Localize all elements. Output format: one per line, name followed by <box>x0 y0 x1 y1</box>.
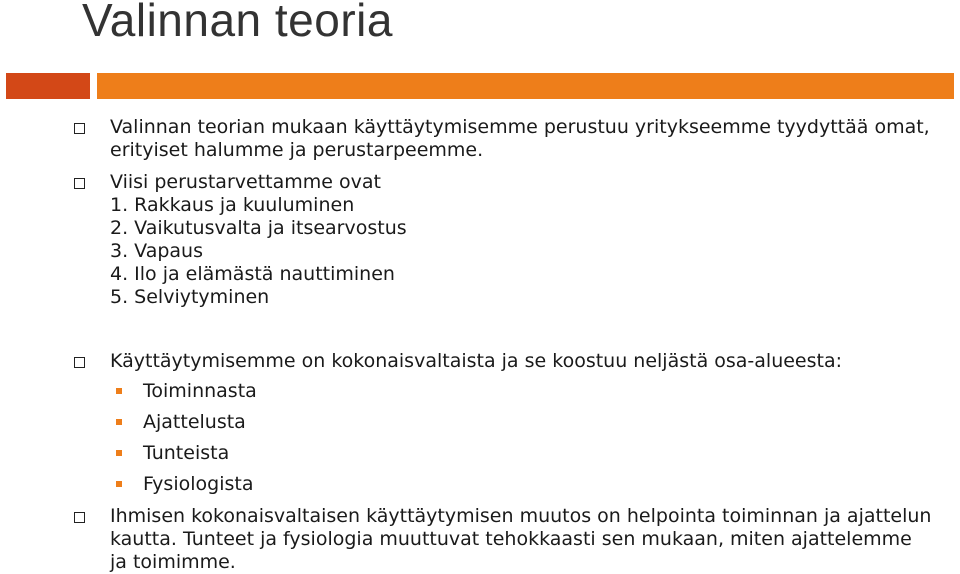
sub-item: Ajattelusta <box>143 411 246 433</box>
square-bullet-icon <box>116 450 122 456</box>
numbered-item: 3. Vapaus <box>110 240 203 262</box>
title-accent-bar-left <box>6 73 90 99</box>
checkbox-bullet-icon <box>74 123 85 134</box>
sub-item: Tunteista <box>143 442 230 464</box>
bullet-line: Valinnan teorian mukaan käyttäytymisemme perustuu yritykseemme tyydyttää omat, <box>110 116 930 138</box>
square-bullet-icon <box>116 481 122 487</box>
sub-item: Toiminnasta <box>143 380 257 402</box>
checkbox-bullet-icon <box>74 512 85 523</box>
checkbox-bullet-icon <box>74 357 85 368</box>
bullet-item <box>110 171 381 194</box>
bullet-line: erityiset halumme ja perustarpeemme. <box>110 139 484 161</box>
numbered-item: 5. Selviytyminen <box>110 286 270 308</box>
bullet-line: kautta. Tunteet ja fysiologia muuttuvat tehokkaasti sen mukaan, miten ajattelemme <box>110 528 912 550</box>
square-bullet-icon <box>116 419 122 425</box>
sub-item: Fysiologista <box>143 473 254 495</box>
bullet-item <box>110 350 842 373</box>
numbered-item: 1. Rakkaus ja kuuluminen <box>110 194 355 216</box>
bullet-line: Käyttäytymisemme on kokonaisvaltaista ja se koostuu neljästä osa-alueesta: <box>110 350 843 372</box>
checkbox-bullet-icon <box>74 178 85 189</box>
slide-title: Valinnan teoria <box>82 0 393 46</box>
title-accent-bar-right <box>97 73 954 99</box>
numbered-item: 2. Vaikutusvalta ja itsearvostus <box>110 217 407 239</box>
bullet-line: Ihmisen kokonaisvaltaisen käyttäytymisen muutos on helpointa toiminnan ja ajattelun <box>110 505 932 527</box>
bullet-line: ja toimimme. <box>110 551 236 573</box>
square-bullet-icon <box>116 388 122 394</box>
bullet-line: Viisi perustarvettamme ovat <box>110 171 381 193</box>
numbered-item: 4. Ilo ja elämästä nauttiminen <box>110 263 395 285</box>
bullet-item <box>110 116 930 162</box>
bullet-item <box>110 505 931 574</box>
